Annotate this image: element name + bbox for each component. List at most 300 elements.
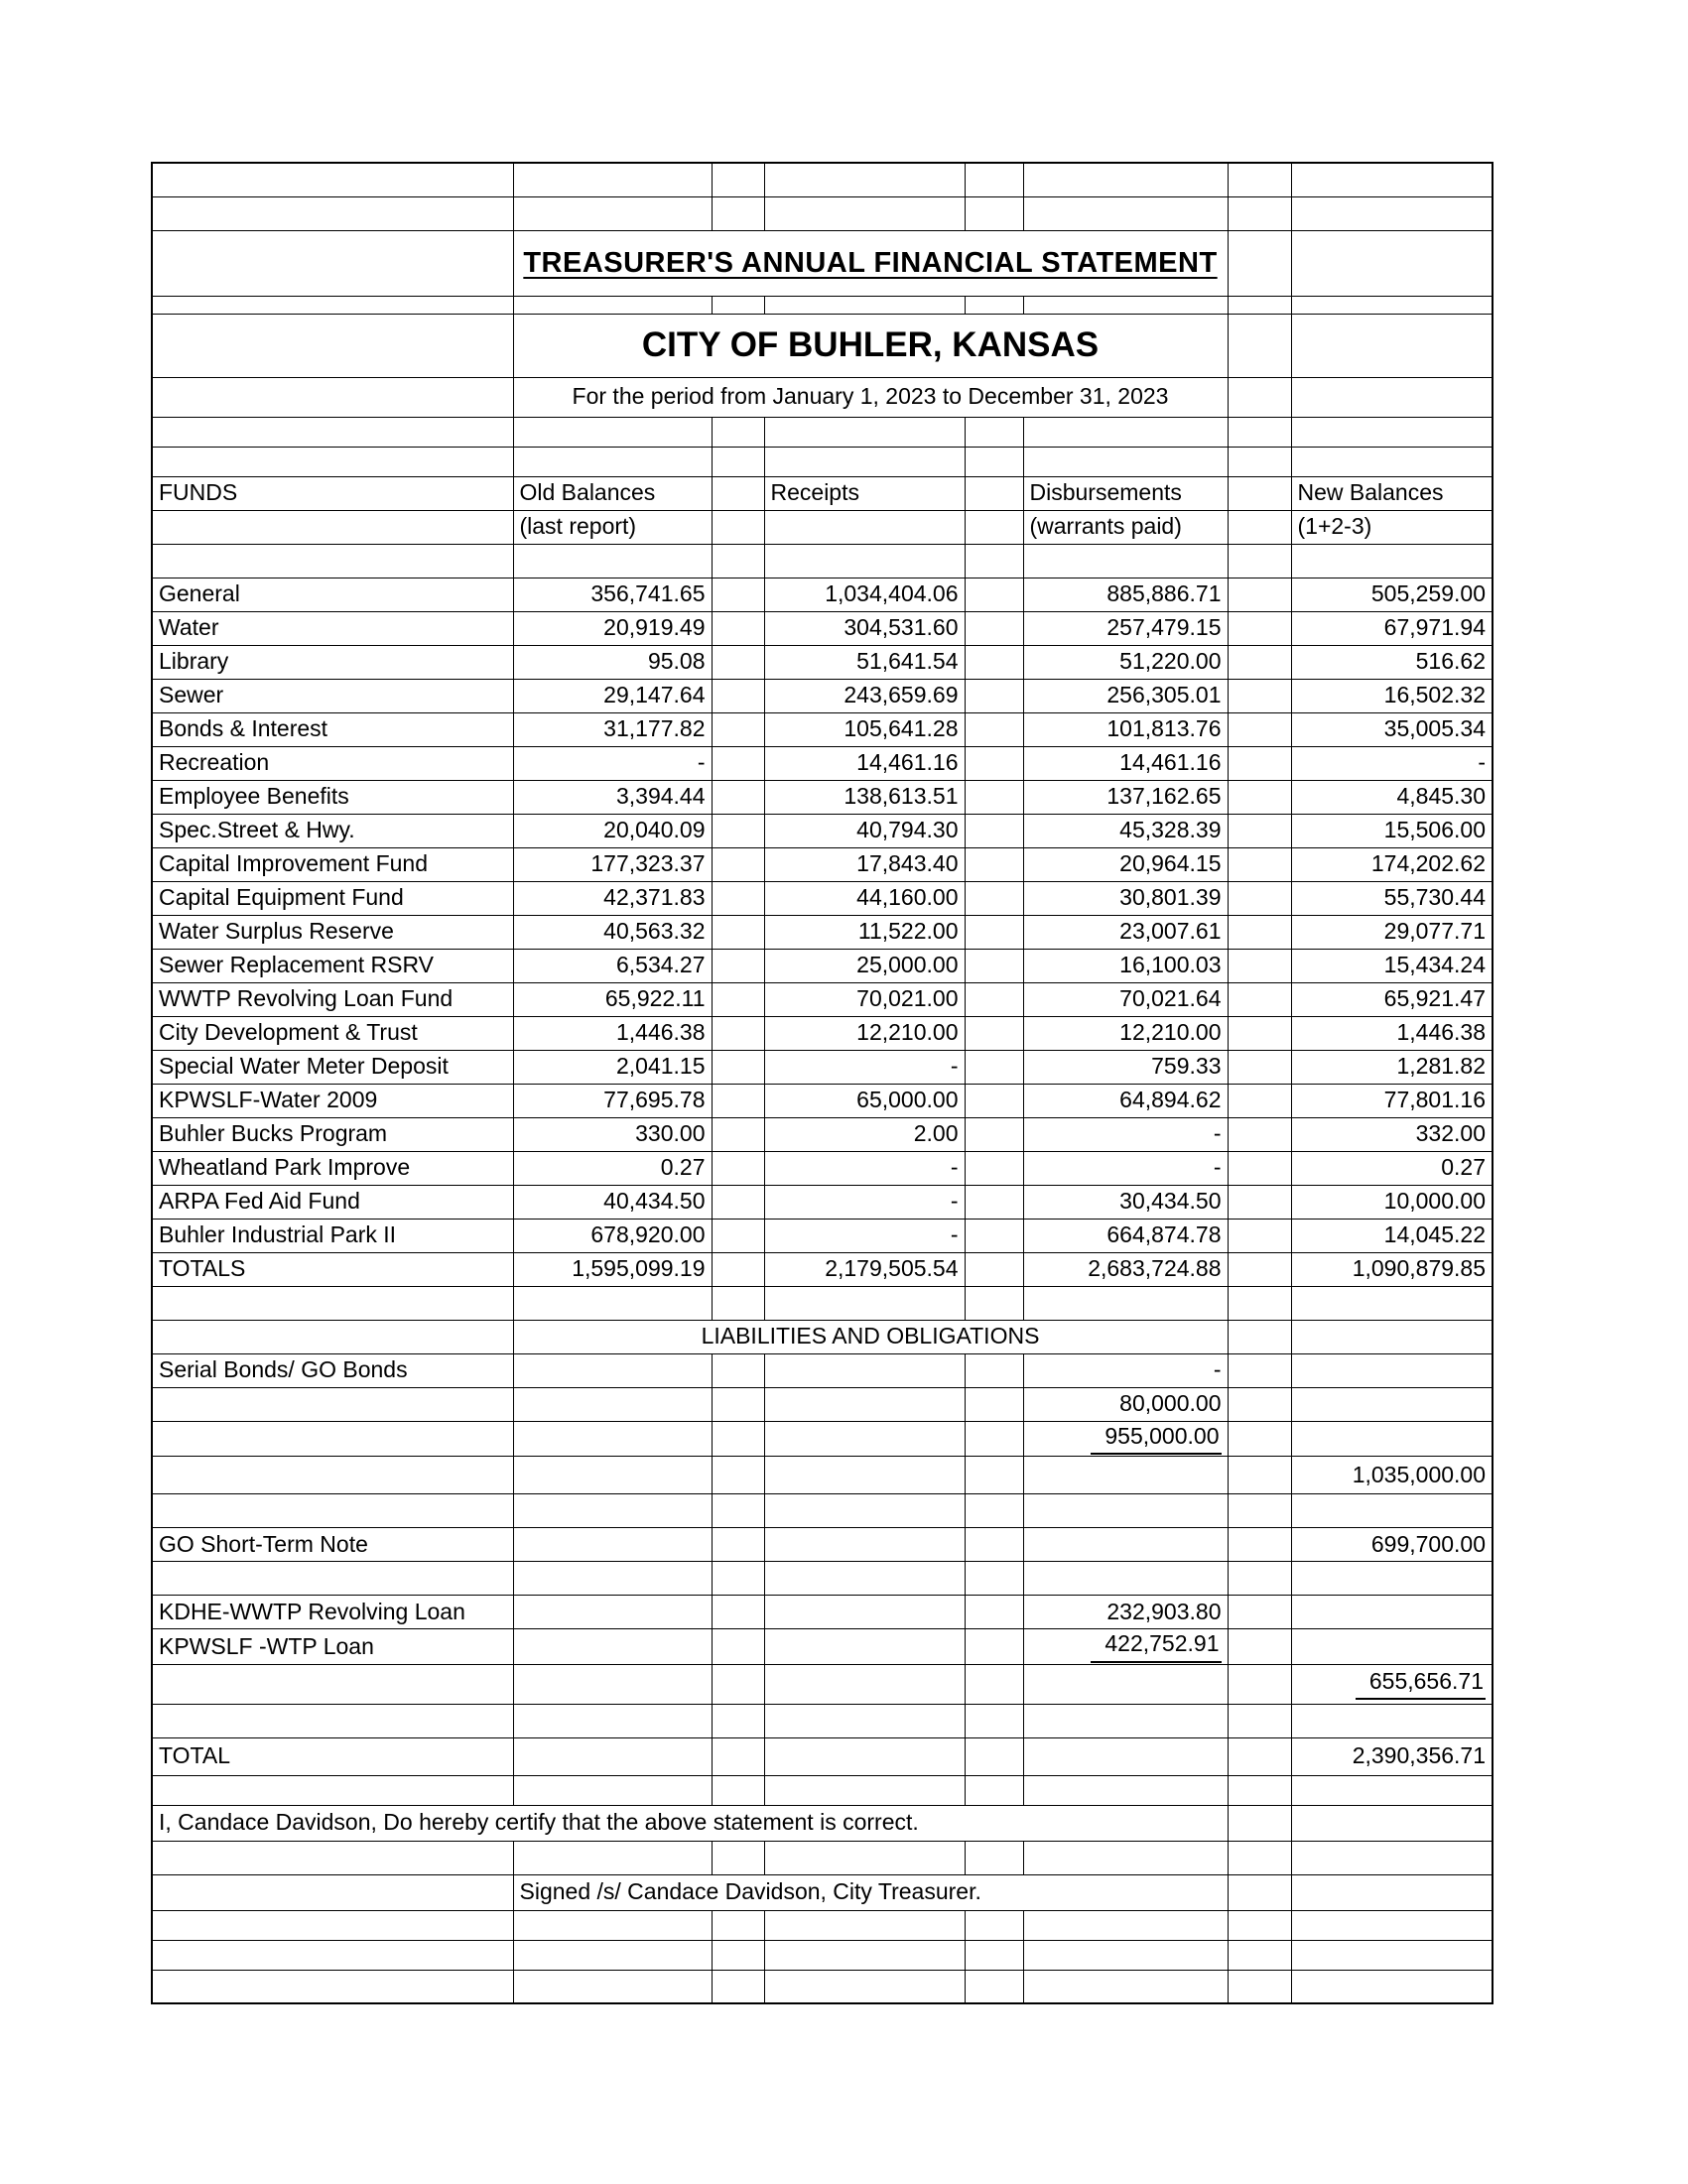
grid-cell (513, 1353, 712, 1387)
grid-cell (1023, 163, 1228, 196)
grid-cell (712, 982, 764, 1016)
grid-cell (965, 679, 1023, 712)
grid-cell (152, 230, 513, 296)
grid-cell (712, 1219, 764, 1252)
fund-receipts: 14,461.16 (764, 746, 965, 780)
fund-disbursements: 64,894.62 (1023, 1084, 1228, 1117)
grid-cell (965, 1457, 1023, 1494)
grid-cell (712, 1353, 764, 1387)
column-header-receipts: Receipts (764, 476, 965, 510)
fund-new-balance: 15,434.24 (1291, 949, 1493, 982)
grid-cell (712, 1494, 764, 1528)
grid-cell (965, 447, 1023, 476)
grid-cell (1228, 1252, 1291, 1286)
grid-cell (152, 296, 513, 314)
blank-row (152, 1970, 1493, 2003)
grid-cell (152, 447, 513, 476)
grid-cell (1291, 1494, 1493, 1528)
blank-row (152, 163, 1493, 196)
bond-amount-row (152, 1387, 1493, 1421)
fund-receipts: - (764, 1151, 965, 1185)
fund-old-balance: 6,534.27 (513, 949, 712, 982)
grid-cell (764, 1353, 965, 1387)
grid-cell (513, 1704, 712, 1737)
grid-cell (152, 1387, 513, 1421)
kdhe-loan-row (152, 1596, 1493, 1629)
grid-cell (1228, 163, 1291, 196)
grid-cell (1228, 230, 1291, 296)
grid-cell (1228, 1219, 1291, 1252)
grid-cell (712, 949, 764, 982)
grid-cell (513, 196, 712, 230)
grid-cell (1228, 1286, 1291, 1320)
grid-cell (965, 814, 1023, 847)
grid-cell (152, 1286, 513, 1320)
fund-receipts: 304,531.60 (764, 611, 965, 645)
fund-old-balance: 20,040.09 (513, 814, 712, 847)
grid-cell (513, 1596, 712, 1629)
grid-cell (965, 1629, 1023, 1665)
blank-row (152, 296, 1493, 314)
fund-old-balance: 65,922.11 (513, 982, 712, 1016)
grid-cell (712, 1387, 764, 1421)
grid-cell (1291, 1421, 1493, 1457)
grid-cell (1291, 1970, 1493, 2003)
grid-cell (1023, 417, 1228, 447)
table-row (152, 847, 1493, 881)
grid-cell (513, 447, 712, 476)
grid-cell (152, 510, 513, 544)
grid-cell (1291, 1562, 1493, 1596)
fund-old-balance: 77,695.78 (513, 1084, 712, 1117)
grid-cell (965, 645, 1023, 679)
grid-cell (1228, 814, 1291, 847)
blank-row (152, 196, 1493, 230)
bonds-total: 1,035,000.00 (1291, 1457, 1493, 1494)
table-row (152, 1219, 1493, 1252)
fund-disbursements: 16,100.03 (1023, 949, 1228, 982)
grid-cell (1228, 578, 1291, 611)
grid-cell (1228, 544, 1291, 578)
grid-cell (152, 1704, 513, 1737)
grid-cell (1291, 417, 1493, 447)
fund-disbursements: 30,434.50 (1023, 1185, 1228, 1219)
blank-row (152, 1841, 1493, 1874)
fund-new-balance: 174,202.62 (1291, 847, 1493, 881)
grid-cell (1291, 1629, 1493, 1665)
grid-cell (513, 1910, 712, 1940)
grid-cell (965, 1910, 1023, 1940)
fund-name: Water Surplus Reserve (152, 915, 513, 949)
fund-new-balance: 1,446.38 (1291, 1016, 1493, 1050)
grid-cell (1228, 417, 1291, 447)
grid-cell (712, 780, 764, 814)
kpwslf-loan-value: 422,752.91 (1091, 1630, 1221, 1663)
fund-new-balance: - (1291, 746, 1493, 780)
fund-old-balance: 177,323.37 (513, 847, 712, 881)
grid-cell (1291, 230, 1493, 296)
grid-cell (1291, 1704, 1493, 1737)
grid-cell (712, 476, 764, 510)
fund-name: Bonds & Interest (152, 712, 513, 746)
grid-cell (1291, 1841, 1493, 1874)
grid-cell (965, 1775, 1023, 1805)
grid-cell (764, 296, 965, 314)
fund-receipts: 138,613.51 (764, 780, 965, 814)
fund-new-balance: 516.62 (1291, 645, 1493, 679)
grid-cell (1228, 949, 1291, 982)
grid-cell (764, 510, 965, 544)
grid-cell (712, 1775, 764, 1805)
fund-receipts: 51,641.54 (764, 645, 965, 679)
fund-disbursements: 257,479.15 (1023, 611, 1228, 645)
grid-cell (1228, 982, 1291, 1016)
grid-cell (1228, 1421, 1291, 1457)
grid-cell (1228, 1353, 1291, 1387)
grid-cell (1228, 1117, 1291, 1151)
grid-cell (712, 1970, 764, 2003)
blank-row (152, 1562, 1493, 1596)
kpwslf-loan-value-cell (1023, 1629, 1228, 1665)
grid-cell (712, 847, 764, 881)
fund-old-balance: 1,446.38 (513, 1016, 712, 1050)
liabilities-section (152, 1286, 1493, 2003)
table-row (152, 611, 1493, 645)
grid-cell (1228, 1737, 1291, 1775)
fund-receipts: - (764, 1219, 965, 1252)
fund-old-balance: - (513, 746, 712, 780)
table-row (152, 881, 1493, 915)
liabilities-header: LIABILITIES AND OBLIGATIONS (513, 1320, 1228, 1353)
grid-cell (152, 1910, 513, 1940)
grid-cell (1228, 447, 1291, 476)
fund-receipts: 1,034,404.06 (764, 578, 965, 611)
grid-cell (764, 447, 965, 476)
grid-cell (1291, 544, 1493, 578)
liabilities-header-row (152, 1320, 1493, 1353)
grid-cell (712, 196, 764, 230)
grid-cell (513, 544, 712, 578)
grid-cell (1291, 1775, 1493, 1805)
grid-cell (1023, 296, 1228, 314)
table-row (152, 814, 1493, 847)
grid-cell (712, 1084, 764, 1117)
fund-name: City Development & Trust (152, 1016, 513, 1050)
go-note-label: GO Short-Term Note (152, 1528, 513, 1562)
grid-cell (712, 296, 764, 314)
blank-row (152, 544, 1493, 578)
grid-cell (965, 417, 1023, 447)
grid-cell (764, 1737, 965, 1775)
grid-cell (1291, 1320, 1493, 1353)
grid-cell (712, 1050, 764, 1084)
fund-new-balance: 4,845.30 (1291, 780, 1493, 814)
fund-new-balance: 16,502.32 (1291, 679, 1493, 712)
funds-table-body (152, 578, 1493, 1286)
loans-total-row (152, 1664, 1493, 1704)
grid-cell (1228, 746, 1291, 780)
fund-name: Water (152, 611, 513, 645)
bonds-total-row (152, 1457, 1493, 1494)
city-row (152, 314, 1493, 377)
table-row (152, 712, 1493, 746)
grid-cell (965, 1704, 1023, 1737)
grid-cell (1228, 881, 1291, 915)
fund-old-balance: 20,919.49 (513, 611, 712, 645)
title-cell (513, 230, 1228, 296)
loans-total: 655,656.71 (1356, 1668, 1486, 1701)
grid-cell (1291, 1940, 1493, 1970)
grid-cell (513, 1940, 712, 1970)
city-cell (513, 314, 1228, 377)
grid-cell (1023, 1775, 1228, 1805)
period-cell: For the period from January 1, 2023 to December 31, 2023 (513, 377, 1228, 417)
blank-row (152, 1286, 1493, 1320)
grid-cell (1291, 1874, 1493, 1910)
grid-cell (965, 611, 1023, 645)
certification-text: I, Candace Davidson, Do hereby certify that the above statement is correct. (152, 1805, 1228, 1841)
grid-cell (1023, 1528, 1228, 1562)
grid-cell (1228, 1320, 1291, 1353)
bond-amount-2: 955,000.00 (1091, 1423, 1221, 1456)
grid-cell (712, 544, 764, 578)
blank-row (152, 1775, 1493, 1805)
fund-disbursements: 256,305.01 (1023, 679, 1228, 712)
grid-cell (965, 1387, 1023, 1421)
grid-cell (965, 476, 1023, 510)
grid-cell (712, 1704, 764, 1737)
grid-cell (1023, 1970, 1228, 2003)
grid-cell (1228, 1562, 1291, 1596)
column-subheader-row (152, 510, 1493, 544)
bond-amount-row (152, 1421, 1493, 1457)
grid-cell (1023, 1704, 1228, 1737)
grid-cell (965, 1286, 1023, 1320)
fund-name: TOTALS (152, 1252, 513, 1286)
fund-old-balance: 678,920.00 (513, 1219, 712, 1252)
grid-cell (764, 1562, 965, 1596)
grid-cell (712, 611, 764, 645)
table-row (152, 746, 1493, 780)
grid-cell (712, 1562, 764, 1596)
grid-cell (965, 982, 1023, 1016)
grid-cell (764, 544, 965, 578)
grid-cell (1291, 196, 1493, 230)
grid-cell (712, 1629, 764, 1665)
fund-new-balance: 55,730.44 (1291, 881, 1493, 915)
grid-cell (712, 417, 764, 447)
grid-cell (965, 296, 1023, 314)
table-row (152, 1084, 1493, 1117)
grid-cell (1023, 1457, 1228, 1494)
fund-name: Sewer Replacement RSRV (152, 949, 513, 982)
grid-cell (712, 163, 764, 196)
fund-name: Recreation (152, 746, 513, 780)
grid-cell (152, 1841, 513, 1874)
fund-name: Spec.Street & Hwy. (152, 814, 513, 847)
fund-receipts: 2,179,505.54 (764, 1252, 965, 1286)
grid-cell (152, 1320, 513, 1353)
grid-cell (712, 578, 764, 611)
liabilities-total-value: 2,390,356.71 (1291, 1737, 1493, 1775)
grid-cell (152, 1970, 513, 2003)
grid-cell (1228, 611, 1291, 645)
grid-cell (152, 1940, 513, 1970)
grid-cell (712, 915, 764, 949)
grid-cell (1291, 377, 1493, 417)
grid-cell (965, 544, 1023, 578)
fund-new-balance: 35,005.34 (1291, 712, 1493, 746)
title-row (152, 230, 1493, 296)
fund-name: Wheatland Park Improve (152, 1151, 513, 1185)
column-header-new-balances: New Balances (1291, 476, 1493, 510)
grid-cell (1023, 1737, 1228, 1775)
fund-name: Buhler Industrial Park II (152, 1219, 513, 1252)
fund-name: General (152, 578, 513, 611)
grid-cell (1023, 544, 1228, 578)
grid-cell (764, 417, 965, 447)
fund-new-balance: 29,077.71 (1291, 915, 1493, 949)
grid-cell (764, 1286, 965, 1320)
column-header-funds: FUNDS (152, 476, 513, 510)
fund-disbursements: 664,874.78 (1023, 1219, 1228, 1252)
grid-cell (152, 1664, 513, 1704)
grid-cell (152, 1494, 513, 1528)
table-row (152, 949, 1493, 982)
column-header-row (152, 476, 1493, 510)
fund-receipts: 2.00 (764, 1117, 965, 1151)
grid-cell (513, 1562, 712, 1596)
grid-cell (965, 1737, 1023, 1775)
grid-cell (712, 447, 764, 476)
loans-total-cell (1291, 1664, 1493, 1704)
grid-cell (152, 1775, 513, 1805)
grid-cell (965, 1940, 1023, 1970)
grid-cell (965, 578, 1023, 611)
grid-cell (965, 1421, 1023, 1457)
grid-cell (965, 746, 1023, 780)
grid-cell (965, 1664, 1023, 1704)
grid-cell (712, 1151, 764, 1185)
grid-cell (1228, 1084, 1291, 1117)
table-row (152, 780, 1493, 814)
fund-receipts: 243,659.69 (764, 679, 965, 712)
grid-cell (1228, 196, 1291, 230)
grid-cell (513, 1970, 712, 2003)
liabilities-total-row (152, 1737, 1493, 1775)
fund-disbursements: 45,328.39 (1023, 814, 1228, 847)
grid-cell (764, 1910, 965, 1940)
grid-cell (1228, 1704, 1291, 1737)
fund-old-balance: 1,595,099.19 (513, 1252, 712, 1286)
grid-cell (1291, 447, 1493, 476)
grid-cell (1228, 1841, 1291, 1874)
fund-receipts: - (764, 1050, 965, 1084)
fund-name: Sewer (152, 679, 513, 712)
grid-cell (152, 314, 513, 377)
grid-cell (1023, 1664, 1228, 1704)
table-row (152, 645, 1493, 679)
grid-cell (712, 1596, 764, 1629)
fund-old-balance: 2,041.15 (513, 1050, 712, 1084)
grid-cell (1228, 1016, 1291, 1050)
grid-cell (965, 1841, 1023, 1874)
fund-name: KPWSLF-Water 2009 (152, 1084, 513, 1117)
fund-receipts: 11,522.00 (764, 915, 965, 949)
fund-receipts: 25,000.00 (764, 949, 965, 982)
grid-cell (712, 679, 764, 712)
grid-cell (152, 1562, 513, 1596)
grid-cell (513, 163, 712, 196)
fund-name: Buhler Bucks Program (152, 1117, 513, 1151)
fund-name: WWTP Revolving Loan Fund (152, 982, 513, 1016)
bond-amount-2-cell (1023, 1421, 1228, 1457)
table-row (152, 1117, 1493, 1151)
fund-new-balance: 10,000.00 (1291, 1185, 1493, 1219)
grid-cell (1228, 1151, 1291, 1185)
fund-receipts: 17,843.40 (764, 847, 965, 881)
fund-disbursements: 70,021.64 (1023, 982, 1228, 1016)
blank-row (152, 417, 1493, 447)
grid-cell (1228, 476, 1291, 510)
fund-new-balance: 332.00 (1291, 1117, 1493, 1151)
fund-new-balance: 14,045.22 (1291, 1219, 1493, 1252)
grid-cell (513, 1421, 712, 1457)
grid-cell (965, 780, 1023, 814)
grid-cell (1228, 1050, 1291, 1084)
grid-cell (965, 1353, 1023, 1387)
grid-cell (764, 1457, 965, 1494)
grid-cell (1228, 296, 1291, 314)
page-title: TREASURER'S ANNUAL FINANCIAL STATEMENT (523, 246, 1218, 279)
fund-old-balance: 40,434.50 (513, 1185, 712, 1219)
grid-cell (1023, 1841, 1228, 1874)
fund-disbursements: 137,162.65 (1023, 780, 1228, 814)
serial-bonds-label: Serial Bonds/ GO Bonds (152, 1353, 513, 1387)
table-row (152, 1252, 1493, 1286)
grid-cell (513, 1528, 712, 1562)
serial-bonds-value: - (1023, 1353, 1228, 1387)
table-row (152, 1151, 1493, 1185)
fund-old-balance: 95.08 (513, 645, 712, 679)
grid-cell (965, 1050, 1023, 1084)
grid-cell (1228, 1910, 1291, 1940)
fund-new-balance: 65,921.47 (1291, 982, 1493, 1016)
grid-cell (965, 1562, 1023, 1596)
fund-disbursements: 12,210.00 (1023, 1016, 1228, 1050)
fund-name: Capital Equipment Fund (152, 881, 513, 915)
grid-cell (764, 196, 965, 230)
grid-cell (1228, 510, 1291, 544)
grid-cell (965, 1596, 1023, 1629)
fund-disbursements: 885,886.71 (1023, 578, 1228, 611)
fund-receipts: 70,021.00 (764, 982, 965, 1016)
grid-cell (1228, 712, 1291, 746)
grid-cell (513, 1457, 712, 1494)
fund-receipts: - (764, 1185, 965, 1219)
go-note-value: 699,700.00 (1291, 1528, 1493, 1562)
grid-cell (152, 1874, 513, 1910)
fund-disbursements: - (1023, 1117, 1228, 1151)
grid-cell (712, 510, 764, 544)
fund-disbursements: 30,801.39 (1023, 881, 1228, 915)
table-row (152, 915, 1493, 949)
grid-cell (1023, 1940, 1228, 1970)
grid-cell (965, 1151, 1023, 1185)
grid-cell (1228, 314, 1291, 377)
fund-disbursements: 51,220.00 (1023, 645, 1228, 679)
city-title: CITY OF BUHLER, KANSAS (641, 325, 1100, 364)
